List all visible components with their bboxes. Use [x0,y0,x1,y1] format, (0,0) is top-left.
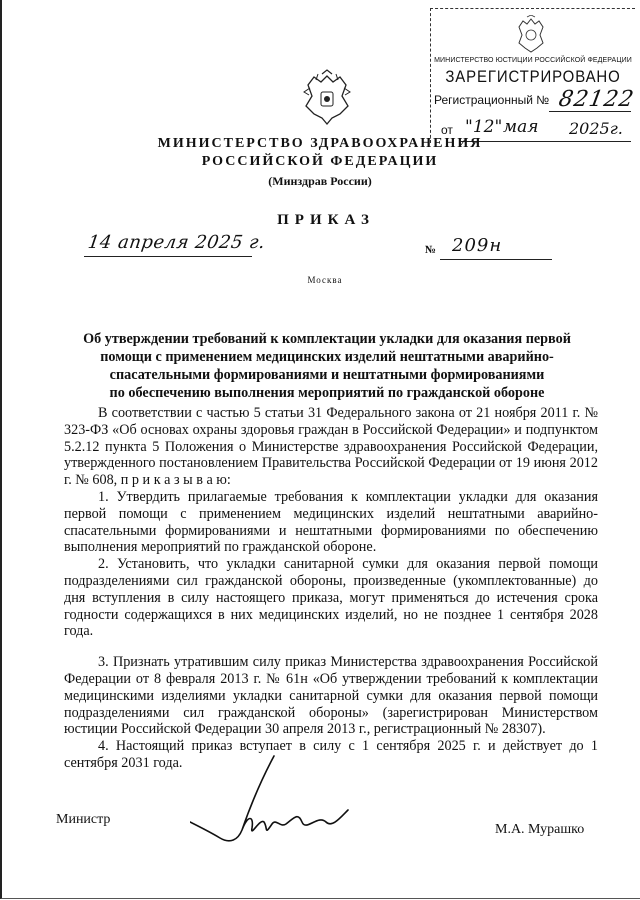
stamp-date-month: мая [503,117,539,137]
document-body [64,405,598,772]
document-type: ПРИКАЗ [277,212,375,228]
stamp-ministry: МИНИСТЕРСТВО ЮСТИЦИИ РОССИЙСКОЙ ФЕДЕРАЦИИ [434,57,632,64]
stamp-reg-underline [549,111,631,112]
paragraph-item-4: 4. Настоящий приказ вступает в силу с 1 сентября 2025 г. и действует до 1 сентября 2031 года. [64,738,598,771]
title-line: помощи с применением медицинских изделий нештатными аварийно- [100,349,554,365]
stamp-date-year: 2025г. [569,119,623,138]
stamp-date-prefix: от [441,123,453,137]
paragraph-item-2: 2. Установить, что укладки санитарной сумки для оказания первой помощи подразделениями сил гражданской обороны, произведенные (укомплектованные) до дня вступления в силу настоящего приказа, могут применяться до истечения срока годности содержащихся в них медицинских изделий, но не позднее 1 сентября 2028 года. [64,556,598,640]
paragraph-item-1: 1. Утвердить прилагаемые требования к комплектации укладки для оказания первой помощи с применением медицинских изделий нештатными аварийно-спасательными формированиями и нештатными формированиями по обеспечению выполнения мероприятий по гражданской обороне. [64,488,598,556]
order-date-underline [84,256,252,257]
ministry-name-line2: РОССИЙСКОЙ ФЕДЕРАЦИИ [201,154,439,169]
city: Москва [307,275,343,285]
paragraph-preamble: В соответствии с частью 5 статьи 31 Федерального закона от 21 ноября 2011 г. № 323-ФЗ «Об основах охраны здоровья граждан в Российской Федерации» и подпунктом 5.2.12 пункта 5 Положения о Министерстве здравоохранения Российской Федерации, утвержденного постановлением Правительства Российской Федерации от 19 июня 2012 г. № 608, п р и к а з ы в а ю: [64,405,598,489]
stamp-reg-label: Регистрационный № [434,93,550,107]
order-date: 14 апреля 2025 г. [86,232,267,253]
paragraph-item-3: 3. Признать утратившим силу приказ Министерства здравоохранения Российской Федерации от 8 февраля 2013 г. № 61н «Об утверждении требований к комплектации медицинскими изделиями укладки санитарной сумки для оказания первой помощи подразделениями сил гражданской обороны» (зарегистрирован Министерством юстиции Российской Федерации 30 апреля 2013 г., регистрационный № 28307). [64,654,598,738]
signature-icon [190,752,350,848]
coat-of-arms-icon [300,68,354,130]
stamp-date-day: "12" [465,117,503,137]
order-number-sign: № [425,244,437,256]
stamp-reg-number: 82122 [556,87,637,112]
title-line: по обеспечению выполнения мероприятий по гражданской обороне [109,385,545,401]
document-title [78,330,576,402]
order-number: 209н [452,235,503,256]
title-line: Об утверждении требований к комплектации укладки для оказания первой [83,331,571,347]
stamp-emblem-icon [513,15,549,55]
order-number-underline [440,259,552,260]
ministry-short-name: (Минздрав России) [268,174,372,188]
title-line: спасательными формированиями и нештатными формированиями [109,367,545,383]
signatory-position: Министр [56,812,111,827]
registration-stamp [430,8,635,143]
signatory-name: М.А. Мурашко [495,822,585,837]
ministry-name-line1: МИНИСТЕРСТВО ЗДРАВООХРАНЕНИЯ [157,136,483,151]
stamp-status: ЗАРЕГИСТРИРОВАНО [445,67,621,86]
